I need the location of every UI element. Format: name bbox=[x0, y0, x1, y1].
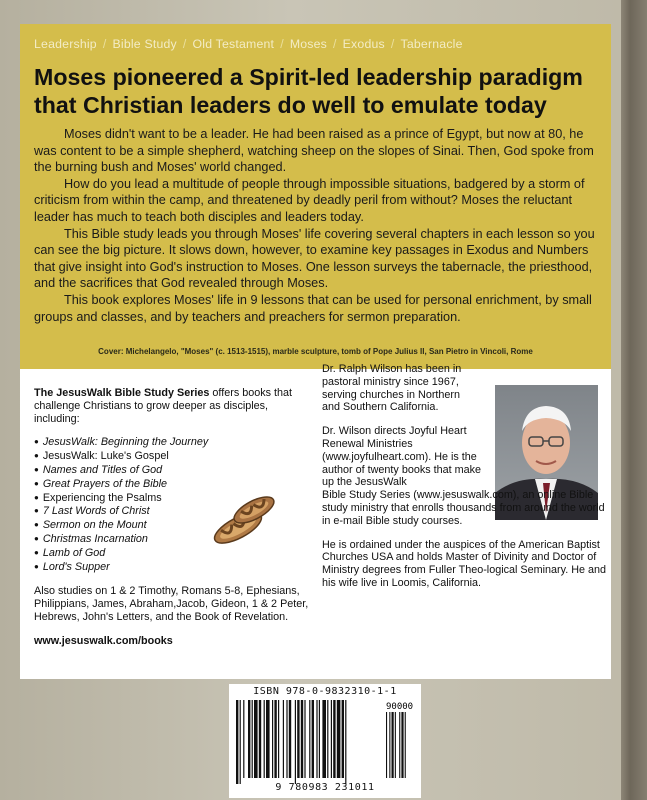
barcode-addon-bar bbox=[392, 712, 394, 778]
subject-tag: Moses bbox=[289, 37, 328, 51]
barcode-bar bbox=[337, 700, 341, 778]
book-title: Lord's Supper bbox=[42, 560, 110, 573]
barcode-bar bbox=[312, 700, 314, 778]
book-title: JesusWalk: Beginning the Journey bbox=[42, 436, 209, 449]
book-list-item bbox=[34, 436, 309, 450]
subject-tag: Exodus bbox=[342, 37, 385, 51]
book-title: Names and Titles of God bbox=[42, 463, 163, 476]
author-bio-2 bbox=[322, 425, 607, 527]
paragraph: This Bible study leads you through Moses' life covering several chapters in each lesson so you can see the big picture. It slows down, however, to examine key passages in Exodus and Numbers that give insight into God's instruction to Moses. One lesson surveys the tabernacle, the priesthood, and the sacrifices that God revealed through Moses. bbox=[34, 226, 595, 291]
subject-tag: Bible Study bbox=[112, 37, 177, 51]
also-studies: Also studies on 1 & 2 Timothy, Romans 5-8, Ephesians, Philippians, James, Abraham,Jacob, Gideon, 1 & 2 Peter, Hebrews, John's Letters, and the Book of Revelation. bbox=[34, 585, 309, 623]
barcode-digits: 9 780983 231011 bbox=[275, 782, 375, 793]
author-bio-2-narrow: Dr. Wilson directs Joyful Heart Renewal Ministries (www.joyfulheart.com). He is the author of twenty books that make up the JesusWalk bbox=[322, 425, 482, 489]
book-list-item bbox=[34, 464, 309, 478]
barcode-bar bbox=[345, 700, 346, 784]
series-name: The JesusWalk Bible Study Series bbox=[34, 387, 210, 399]
barcode-bar bbox=[272, 700, 273, 778]
barcode-addon-bar bbox=[389, 712, 390, 778]
paragraph: This book explores Moses' life in 9 lessons that can be used for personal enrichment, by small groups and classes, and by teachers and preachers for sermon preparation. bbox=[34, 292, 592, 324]
barcode-bar bbox=[342, 700, 344, 778]
series-column bbox=[34, 387, 309, 648]
barcode-bar bbox=[309, 700, 310, 778]
subject-tag: Leadership bbox=[34, 37, 97, 51]
barcode-bar bbox=[264, 700, 265, 778]
author-column bbox=[322, 363, 607, 601]
series-panel bbox=[20, 363, 611, 679]
book-title: Christmas Incarnation bbox=[42, 532, 148, 545]
barcode-bar bbox=[327, 700, 328, 778]
book-title: Great Prayers of the Bible bbox=[42, 477, 168, 490]
tag-separator: / bbox=[102, 37, 107, 51]
tag-separator: / bbox=[333, 37, 337, 51]
author-bio-2-wide: Bible Study Series (www.jesuswalk.com), an online Bible study ministry that enrolls thousands from around the world in e-mail Bible study courses. bbox=[322, 489, 605, 527]
barcode-bar bbox=[301, 700, 303, 778]
tag-separator: / bbox=[390, 37, 395, 51]
description-panel bbox=[20, 24, 611, 369]
barcode-bar bbox=[278, 700, 279, 778]
barcode-bar bbox=[252, 700, 253, 778]
author-bio-3: He is ordained under the auspices of the American Baptist Churches USA and holds Master of Divinity and Doctor of Ministry degrees from Fuller Theo-logical Seminary. He and his wife live in Loomis, California. bbox=[322, 538, 607, 589]
barcode-bars bbox=[234, 700, 416, 786]
barcode-addon-bar bbox=[401, 712, 403, 778]
barcode-addon-bar bbox=[405, 712, 406, 778]
series-intro-text: offers books that challenge Christians to grow deeper as disciples, including: bbox=[34, 387, 293, 425]
description-body bbox=[34, 126, 606, 325]
subject-tags bbox=[34, 37, 463, 51]
barcode bbox=[229, 684, 421, 798]
series-intro bbox=[34, 387, 309, 425]
barcode-bar bbox=[304, 700, 305, 778]
barcode-bar bbox=[333, 700, 335, 778]
book-list-item bbox=[34, 561, 309, 575]
book-title: Experiencing the Psalms bbox=[42, 491, 162, 504]
barcode-bar bbox=[243, 700, 244, 778]
barcode-bar bbox=[295, 700, 296, 784]
price-code: 90000 bbox=[386, 702, 414, 712]
paragraph: How do you lead a multitude of people through impossible situations, badgered by a storm of criticism from within the camp, and threatened by deadly peril from without? Moses the reluctant leader has much to teach both disciples and leaders today. bbox=[34, 176, 585, 224]
barcode-bar bbox=[240, 700, 241, 784]
tag-separator: / bbox=[182, 37, 187, 51]
author-bio-1: Dr. Ralph Wilson has been in pastoral ministry since 1967, serving churches in Northern and Southern California. bbox=[322, 363, 462, 414]
barcode-bar bbox=[322, 700, 326, 778]
books-url[interactable]: www.jesuswalk.com/books bbox=[34, 634, 173, 647]
barcode-addon-bar bbox=[399, 712, 400, 778]
barcode-bar bbox=[331, 700, 332, 778]
subject-tag: Old Testament bbox=[192, 37, 275, 51]
barcode-bar bbox=[316, 700, 317, 778]
barcode-bar bbox=[254, 700, 258, 778]
barcode-bar bbox=[289, 700, 291, 778]
book-title: Lamb of God bbox=[42, 546, 106, 559]
book-title: Sermon on the Mount bbox=[42, 519, 147, 532]
barcode-bar bbox=[274, 700, 276, 778]
barcode-bar bbox=[248, 700, 250, 778]
tag-separator: / bbox=[280, 37, 284, 51]
subject-tag: Tabernacle bbox=[400, 37, 463, 51]
paragraph: Moses didn't want to be a leader. He had been raised as a prince of Egypt, but now at 80, he was content to be a simple shepherd, watching sheep on the slopes of Sinai. Then, God spoke from the burning bush and Moses' world changed. bbox=[34, 127, 594, 175]
book-title: JesusWalk: Luke's Gospel bbox=[42, 450, 169, 463]
barcode-bar bbox=[266, 700, 270, 778]
barcode-bar bbox=[319, 700, 320, 778]
book-title: 7 Last Words of Christ bbox=[42, 505, 150, 518]
barcode-addon-bar bbox=[386, 712, 387, 778]
sandals-icon bbox=[208, 488, 280, 554]
isbn-label: ISBN 978-0-9832310-1-1 bbox=[253, 686, 397, 697]
cover-caption: Cover: Michelangelo, "Moses" (c. 1513-1515), marble sculpture, tomb of Pope Julius II, San Pietro in Vincoli, Rome bbox=[98, 347, 533, 356]
barcode-bar bbox=[236, 700, 238, 784]
book-list-item bbox=[34, 450, 309, 464]
barcode-bar bbox=[286, 700, 287, 778]
barcode-bar bbox=[259, 700, 261, 778]
barcode-bar bbox=[283, 700, 284, 778]
barcode-addon-bar bbox=[395, 712, 396, 778]
headline: Moses pioneered a Spirit-led leadership paradigm that Christian leaders do well to emulate today bbox=[34, 64, 583, 118]
barcode-bar bbox=[297, 700, 299, 778]
book-spine bbox=[621, 0, 647, 800]
